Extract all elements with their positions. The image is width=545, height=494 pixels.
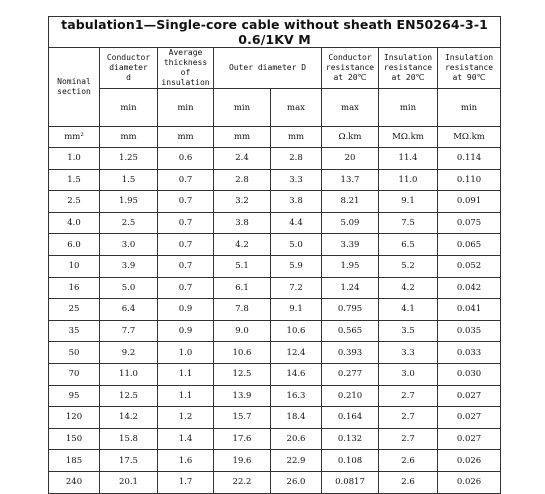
table-cell: 3.3	[379, 342, 438, 364]
table-cell: 0.091	[438, 191, 501, 213]
table-cell: 1.1	[158, 385, 214, 407]
table-cell: 0.7	[158, 277, 214, 299]
table-cell: 1.24	[322, 277, 379, 299]
table-cell: 0.027	[438, 407, 501, 429]
table-cell: 0.0817	[322, 471, 379, 493]
table-cell: 10.6	[214, 342, 271, 364]
table-cell: 5.2	[379, 255, 438, 277]
table-cell: 1.95	[100, 191, 158, 213]
table-cell: 70	[49, 363, 100, 385]
table-cell: 240	[49, 471, 100, 493]
table-row	[49, 342, 501, 364]
table-cell: 0.027	[438, 428, 501, 450]
table-cell: 11.0	[100, 363, 158, 385]
table-cell: 0.132	[322, 428, 379, 450]
table-cell: 3.5	[379, 320, 438, 342]
table-cell: 1.25	[100, 148, 158, 170]
unit-cell: mm	[158, 127, 214, 148]
table-cell: 0.7	[158, 191, 214, 213]
table-cell: 185	[49, 450, 100, 472]
table-row	[49, 169, 501, 191]
table-row	[49, 363, 501, 385]
table-cell: 9.1	[379, 191, 438, 213]
table-cell: 95	[49, 385, 100, 407]
table-row	[49, 471, 501, 493]
table-cell: 0.075	[438, 212, 501, 234]
table-row	[49, 450, 501, 472]
table-cell: 1.1	[158, 363, 214, 385]
table-cell: 8.21	[322, 191, 379, 213]
header-nominal-section: Nominal section	[49, 48, 100, 127]
table-cell: 6.1	[214, 277, 271, 299]
table-cell: 0.026	[438, 450, 501, 472]
table-cell: 0.164	[322, 407, 379, 429]
table-cell: 3.3	[271, 169, 322, 191]
header-insulation-resistance-20: Insulation resistance at 20℃	[379, 48, 438, 89]
table-cell: 2.5	[100, 212, 158, 234]
table-cell: 11.4	[379, 148, 438, 170]
table-cell: 6.4	[100, 299, 158, 321]
table-cell: 20	[322, 148, 379, 170]
table-cell: 0.110	[438, 169, 501, 191]
unit-cell: mm	[100, 127, 158, 148]
subheader-cell: min	[158, 89, 214, 127]
table-row	[49, 299, 501, 321]
table-cell: 3.2	[214, 191, 271, 213]
table-cell: 0.035	[438, 320, 501, 342]
table-row	[49, 148, 501, 170]
table-row	[49, 255, 501, 277]
table-cell: 1.6	[158, 450, 214, 472]
table-cell: 3.0	[100, 234, 158, 256]
table-cell: 5.9	[271, 255, 322, 277]
table-cell: 3.8	[271, 191, 322, 213]
table-cell: 4.4	[271, 212, 322, 234]
table-cell: 12.5	[100, 385, 158, 407]
table-cell: 0.7	[158, 255, 214, 277]
table-cell: 0.393	[322, 342, 379, 364]
table-row	[49, 320, 501, 342]
table-cell: 17.6	[214, 428, 271, 450]
table-cell: 2.7	[379, 428, 438, 450]
table-cell: 2.8	[214, 169, 271, 191]
table-cell: 10	[49, 255, 100, 277]
table-cell: 15.8	[100, 428, 158, 450]
table-cell: 10.6	[271, 320, 322, 342]
table-cell: 0.026	[438, 471, 501, 493]
table-cell: 0.041	[438, 299, 501, 321]
table-cell: 2.6	[379, 471, 438, 493]
table-cell: 0.795	[322, 299, 379, 321]
table-cell: 0.114	[438, 148, 501, 170]
unit-cell: mm	[214, 127, 271, 148]
table-cell: 1.5	[49, 169, 100, 191]
table-row	[49, 234, 501, 256]
table-cell: 0.277	[322, 363, 379, 385]
table-cell: 9.0	[214, 320, 271, 342]
table-cell: 0.108	[322, 450, 379, 472]
table-cell: 20.6	[271, 428, 322, 450]
table-row	[49, 407, 501, 429]
table-cell: 50	[49, 342, 100, 364]
subheader-cell: min	[379, 89, 438, 127]
table-cell: 2.7	[379, 385, 438, 407]
table-cell: 25	[49, 299, 100, 321]
table-cell: 0.7	[158, 212, 214, 234]
unit-cell: MΩ.km	[379, 127, 438, 148]
table-cell: 14.2	[100, 407, 158, 429]
table-row	[49, 277, 501, 299]
table-cell: 13.7	[322, 169, 379, 191]
table-cell: 17.5	[100, 450, 158, 472]
header-insulation-resistance-90: Insulation resistance at 90℃	[438, 48, 501, 89]
table-cell: 9.2	[100, 342, 158, 364]
table-cell: 3.0	[379, 363, 438, 385]
table-cell: 4.1	[379, 299, 438, 321]
table-cell: 0.9	[158, 320, 214, 342]
table-body	[49, 148, 501, 494]
table-cell: 16.3	[271, 385, 322, 407]
table-cell: 3.8	[214, 212, 271, 234]
table-cell: 5.0	[271, 234, 322, 256]
table-cell: 12.4	[271, 342, 322, 364]
table-cell: 3.39	[322, 234, 379, 256]
table-cell: 15.7	[214, 407, 271, 429]
table-cell: 2.5	[49, 191, 100, 213]
table-cell: 14.6	[271, 363, 322, 385]
table-cell: 1.7	[158, 471, 214, 493]
cable-spec-sheet	[48, 16, 500, 494]
table-cell: 7.7	[100, 320, 158, 342]
header-average-thickness: Average thickness of insulation	[158, 48, 214, 89]
cable-spec-table	[48, 16, 501, 494]
table-cell: 4.0	[49, 212, 100, 234]
table-cell: 1.5	[100, 169, 158, 191]
table-row	[49, 212, 501, 234]
table-cell: 0.052	[438, 255, 501, 277]
table-cell: 0.6	[158, 148, 214, 170]
table-cell: 4.2	[379, 277, 438, 299]
table-cell: 16	[49, 277, 100, 299]
table-cell: 0.210	[322, 385, 379, 407]
unit-cell: mm²	[49, 127, 100, 148]
table-cell: 5.09	[322, 212, 379, 234]
table-cell: 2.8	[271, 148, 322, 170]
table-cell: 0.027	[438, 385, 501, 407]
table-cell: 4.2	[214, 234, 271, 256]
table-cell: 120	[49, 407, 100, 429]
table-cell: 7.2	[271, 277, 322, 299]
table-cell: 2.6	[379, 450, 438, 472]
table-cell: 0.565	[322, 320, 379, 342]
table-cell: 5.1	[214, 255, 271, 277]
subheader-cell: min	[100, 89, 158, 127]
table-cell: 0.7	[158, 234, 214, 256]
header-outer-diameter: Outer diameter D	[214, 48, 322, 89]
table-cell: 0.9	[158, 299, 214, 321]
table-row	[49, 428, 501, 450]
table-cell: 1.0	[49, 148, 100, 170]
table-cell: 0.030	[438, 363, 501, 385]
table-cell: 11.0	[379, 169, 438, 191]
table-cell: 1.4	[158, 428, 214, 450]
subheader-cell: max	[271, 89, 322, 127]
table-cell: 9.1	[271, 299, 322, 321]
table-cell: 7.8	[214, 299, 271, 321]
table-cell: 19.6	[214, 450, 271, 472]
table-cell: 13.9	[214, 385, 271, 407]
subheader-cell: max	[322, 89, 379, 127]
table-title: tabulation1—Single-core cable without sheath EN50264-3-1 0.6/1KV M	[49, 17, 501, 48]
table-cell: 6.5	[379, 234, 438, 256]
header-conductor-diameter: Conductor diameter d	[100, 48, 158, 89]
table-cell: 7.5	[379, 212, 438, 234]
table-row	[49, 385, 501, 407]
table-cell: 2.7	[379, 407, 438, 429]
table-cell: 35	[49, 320, 100, 342]
table-cell: 18.4	[271, 407, 322, 429]
table-cell: 22.2	[214, 471, 271, 493]
table-cell: 0.042	[438, 277, 501, 299]
subheader-cell: min	[214, 89, 271, 127]
table-cell: 1.2	[158, 407, 214, 429]
table-cell: 22.9	[271, 450, 322, 472]
table-cell: 1.95	[322, 255, 379, 277]
table-cell: 12.5	[214, 363, 271, 385]
table-cell: 2.4	[214, 148, 271, 170]
table-cell: 0.065	[438, 234, 501, 256]
table-cell: 1.0	[158, 342, 214, 364]
unit-cell: mm	[271, 127, 322, 148]
table-cell: 6.0	[49, 234, 100, 256]
table-cell: 3.9	[100, 255, 158, 277]
subheader-cell: min	[438, 89, 501, 127]
unit-cell: MΩ.km	[438, 127, 501, 148]
table-cell: 0.033	[438, 342, 501, 364]
table-cell: 150	[49, 428, 100, 450]
table-row	[49, 191, 501, 213]
header-conductor-resistance: Conductor resistance at 20℃	[322, 48, 379, 89]
table-cell: 0.7	[158, 169, 214, 191]
table-cell: 26.0	[271, 471, 322, 493]
unit-cell: Ω.km	[322, 127, 379, 148]
table-cell: 20.1	[100, 471, 158, 493]
table-cell: 5.0	[100, 277, 158, 299]
